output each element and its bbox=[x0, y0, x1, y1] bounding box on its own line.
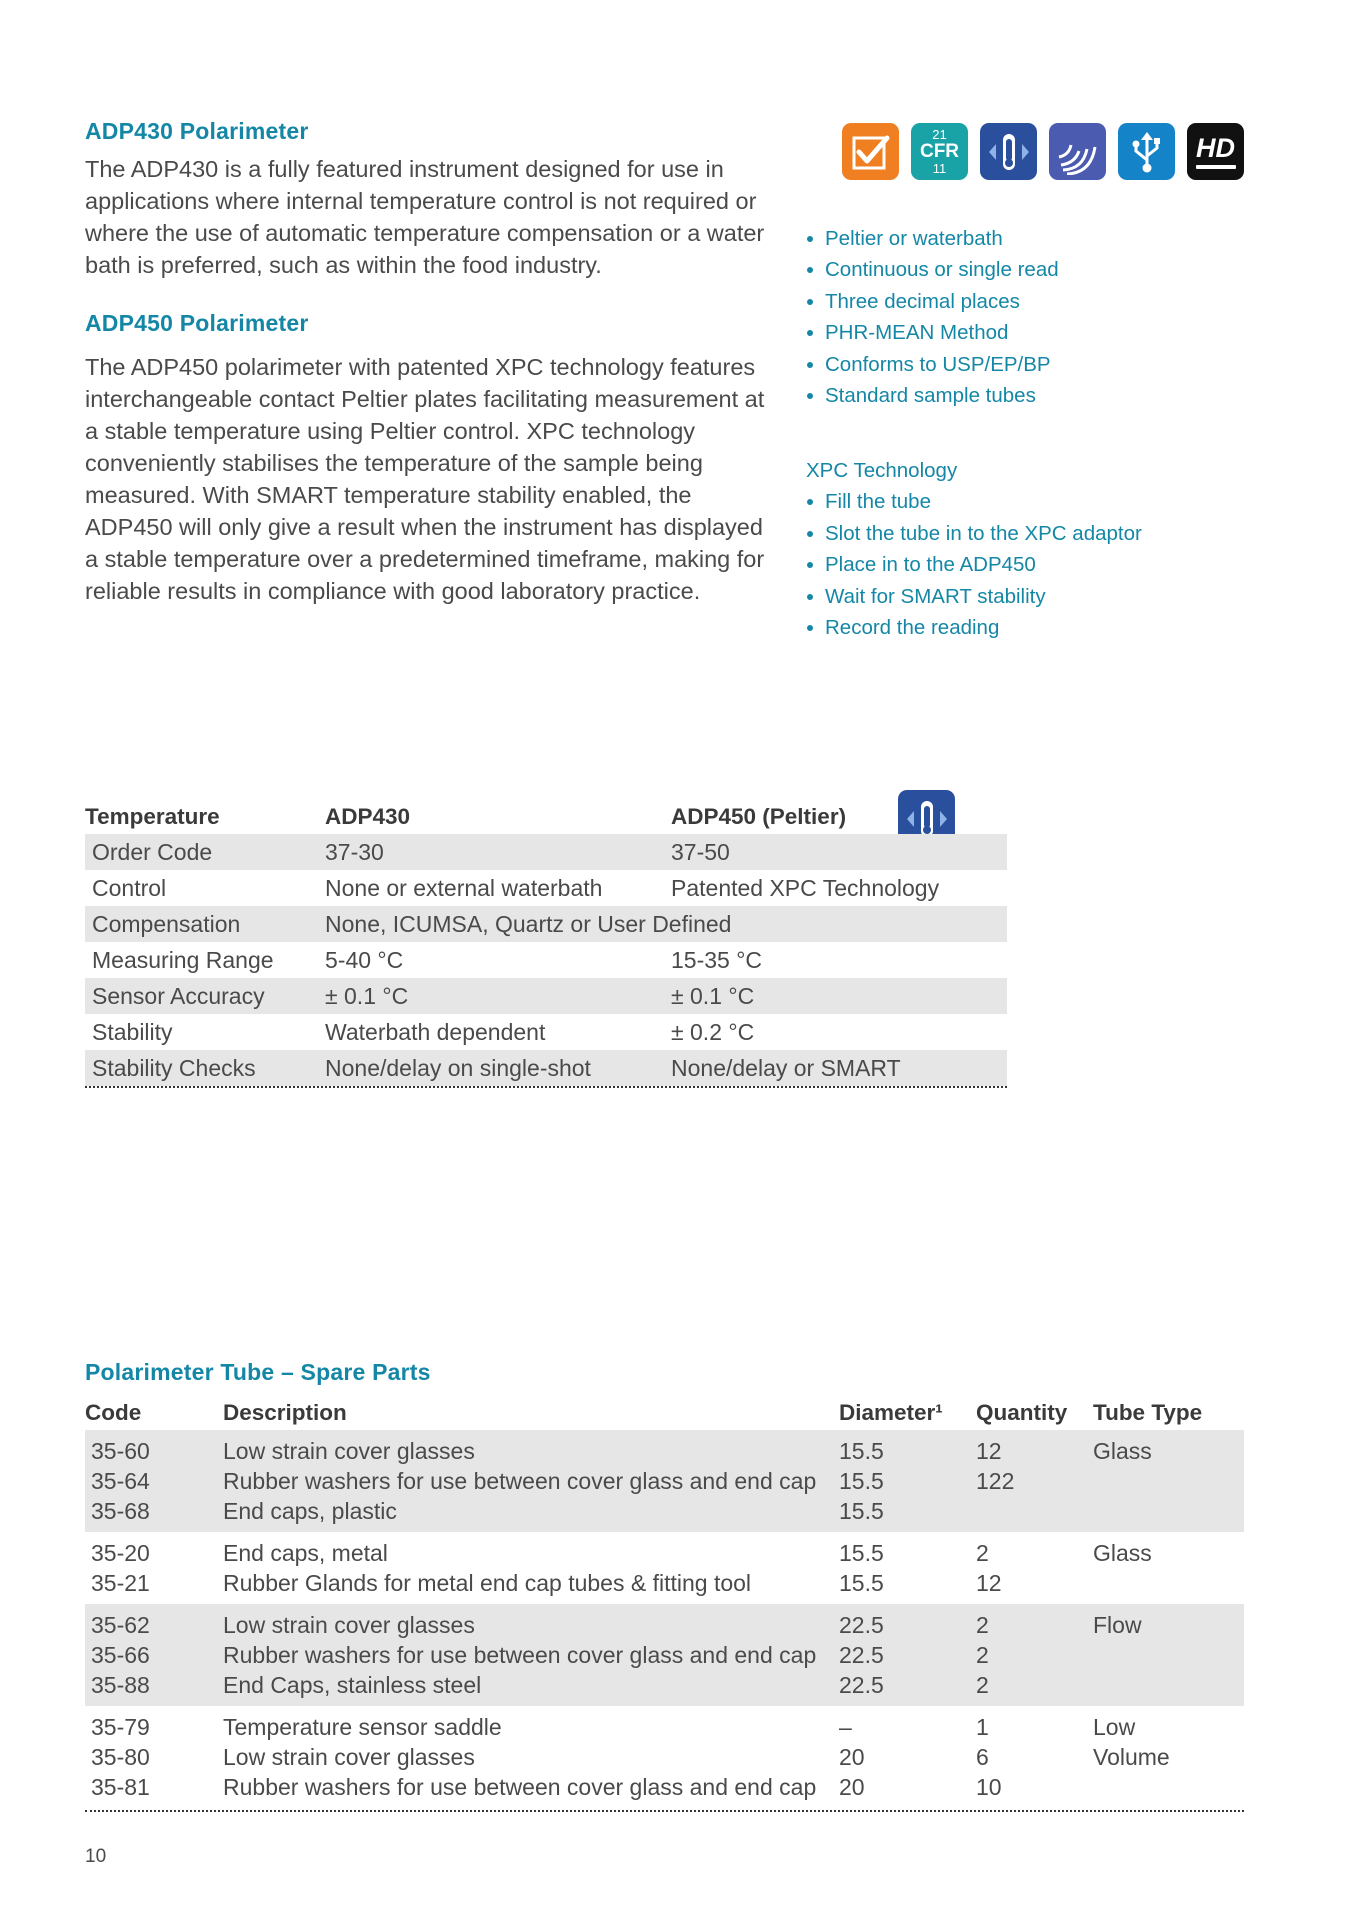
spare-parts-title: Polarimeter Tube – Spare Parts bbox=[85, 1359, 431, 1385]
adp430-description: The ADP430 is a fully featured instrument designed for use in applications where internal temperature control is not required or where the use of automatic temperature compensation or a water bath is preferred, such as within the food industry. bbox=[85, 156, 765, 278]
table-row: 35-64 Rubber washers for use between cover glass and end cap 15.5 122 bbox=[85, 1466, 1244, 1496]
list-item: Continuous or single read bbox=[806, 254, 1246, 285]
column-header: Quantity bbox=[976, 1400, 1068, 1425]
column-header: Description bbox=[223, 1400, 347, 1425]
column-header: Temperature bbox=[85, 804, 220, 829]
divider bbox=[85, 1086, 1007, 1088]
xpc-steps bbox=[806, 486, 1266, 643]
table-row: 35-21 Rubber Glands for metal end cap tubes & fitting tool 15.5 12 bbox=[91, 1570, 1002, 1596]
table-header bbox=[85, 800, 1007, 834]
xpc-heading: XPC Technology bbox=[806, 459, 958, 482]
parts-group bbox=[85, 1532, 1244, 1604]
adp450-section bbox=[85, 310, 765, 607]
table-row: 35-66 Rubber washers for use between cover glass and end cap 22.5 2 bbox=[85, 1640, 1244, 1670]
table-row: 35-62 Low strain cover glasses 22.5 2 Flow bbox=[85, 1604, 1244, 1640]
adp430-title: ADP430 Polarimeter bbox=[85, 118, 309, 144]
table-row: Stability Checks None/delay on single-shot None/delay or SMART bbox=[85, 1050, 1007, 1086]
parts-group bbox=[85, 1706, 1244, 1808]
checkmark-icon bbox=[842, 123, 899, 180]
parts-group bbox=[85, 1604, 1244, 1706]
table-row: Compensation None, ICUMSA, Quartz or User Defined bbox=[85, 906, 1007, 942]
list-item: Record the reading bbox=[806, 612, 1266, 643]
adp450-description: The ADP450 polarimeter with patented XPC technology features interchangeable contact Peltier plates facilitating measurement at a stable temperature using Peltier control. XPC technology conveniently stabilises the temperature of the sample being measured. With SMART temperature stability enabled, the ADP450 will only give a result when the instrument has displayed a stable temperature over a predetermined timeframe, making for reliable results in compliance with good laboratory practice. bbox=[85, 354, 765, 604]
table-row: Control None or external waterbath Patented XPC Technology bbox=[92, 874, 940, 901]
column-header: ADP430 bbox=[325, 804, 411, 829]
table-header bbox=[85, 1396, 1244, 1430]
divider bbox=[85, 1810, 1244, 1812]
table-row: 35-80 Low strain cover glasses 20 6 bbox=[91, 1744, 989, 1770]
table-row: 35-79 Temperature sensor saddle – 1 Low Volume bbox=[91, 1714, 1170, 1770]
table-row: Stability Waterbath dependent ± 0.2 °C bbox=[92, 1018, 755, 1045]
temperature-table bbox=[85, 800, 1007, 1086]
column-header: Tube Type bbox=[1093, 1400, 1203, 1425]
feature-list bbox=[806, 223, 1246, 411]
spare-parts-table bbox=[85, 1396, 1244, 1808]
adp430-section bbox=[85, 118, 765, 281]
table-row: 35-81 Rubber washers for use between cover glass and end cap 20 10 bbox=[91, 1774, 1002, 1800]
wave-icon bbox=[1049, 123, 1106, 180]
list-item: Conforms to USP/EP/BP bbox=[806, 349, 1246, 380]
xpc-section bbox=[806, 455, 1266, 643]
column-header: ADP450 (Peltier) bbox=[671, 804, 847, 829]
usb-icon bbox=[1118, 123, 1175, 180]
list-item: Place in to the ADP450 bbox=[806, 549, 1266, 580]
table-row: 35-60 Low strain cover glasses 15.5 12 Glass bbox=[85, 1430, 1244, 1466]
list-item: Three decimal places bbox=[806, 286, 1246, 317]
hd-icon: HD bbox=[1187, 123, 1244, 180]
thermometer-icon bbox=[980, 123, 1037, 180]
table-row: 35-20 End caps, metal 15.5 2 Glass bbox=[91, 1540, 1152, 1566]
feature-icons bbox=[842, 123, 1248, 183]
page-number: 10 bbox=[85, 1846, 107, 1867]
table-row: Measuring Range 5-40 °C 15-35 °C bbox=[92, 946, 763, 973]
list-item: Wait for SMART stability bbox=[806, 581, 1266, 612]
parts-group bbox=[85, 1430, 1244, 1532]
list-item: Standard sample tubes bbox=[806, 380, 1246, 411]
list-item: PHR-MEAN Method bbox=[806, 317, 1246, 348]
table-row: Sensor Accuracy ± 0.1 °C ± 0.1 °C bbox=[85, 978, 1007, 1014]
list-item: Fill the tube bbox=[806, 486, 1266, 517]
column-header: Diameter¹ bbox=[839, 1400, 943, 1425]
adp450-title: ADP450 Polarimeter bbox=[85, 310, 309, 336]
list-item: Slot the tube in to the XPC adaptor bbox=[806, 518, 1266, 549]
cfr-21-11-icon: 21 CFR 11 bbox=[911, 123, 968, 180]
table-row: 35-88 End Caps, stainless steel 22.5 2 bbox=[85, 1670, 1244, 1706]
column-header: Code bbox=[85, 1400, 142, 1425]
table-row: 35-68 End caps, plastic 15.5 bbox=[85, 1496, 1244, 1532]
list-item: Peltier or waterbath bbox=[806, 223, 1246, 254]
table-row: Order Code 37-30 37-50 bbox=[85, 834, 1007, 870]
